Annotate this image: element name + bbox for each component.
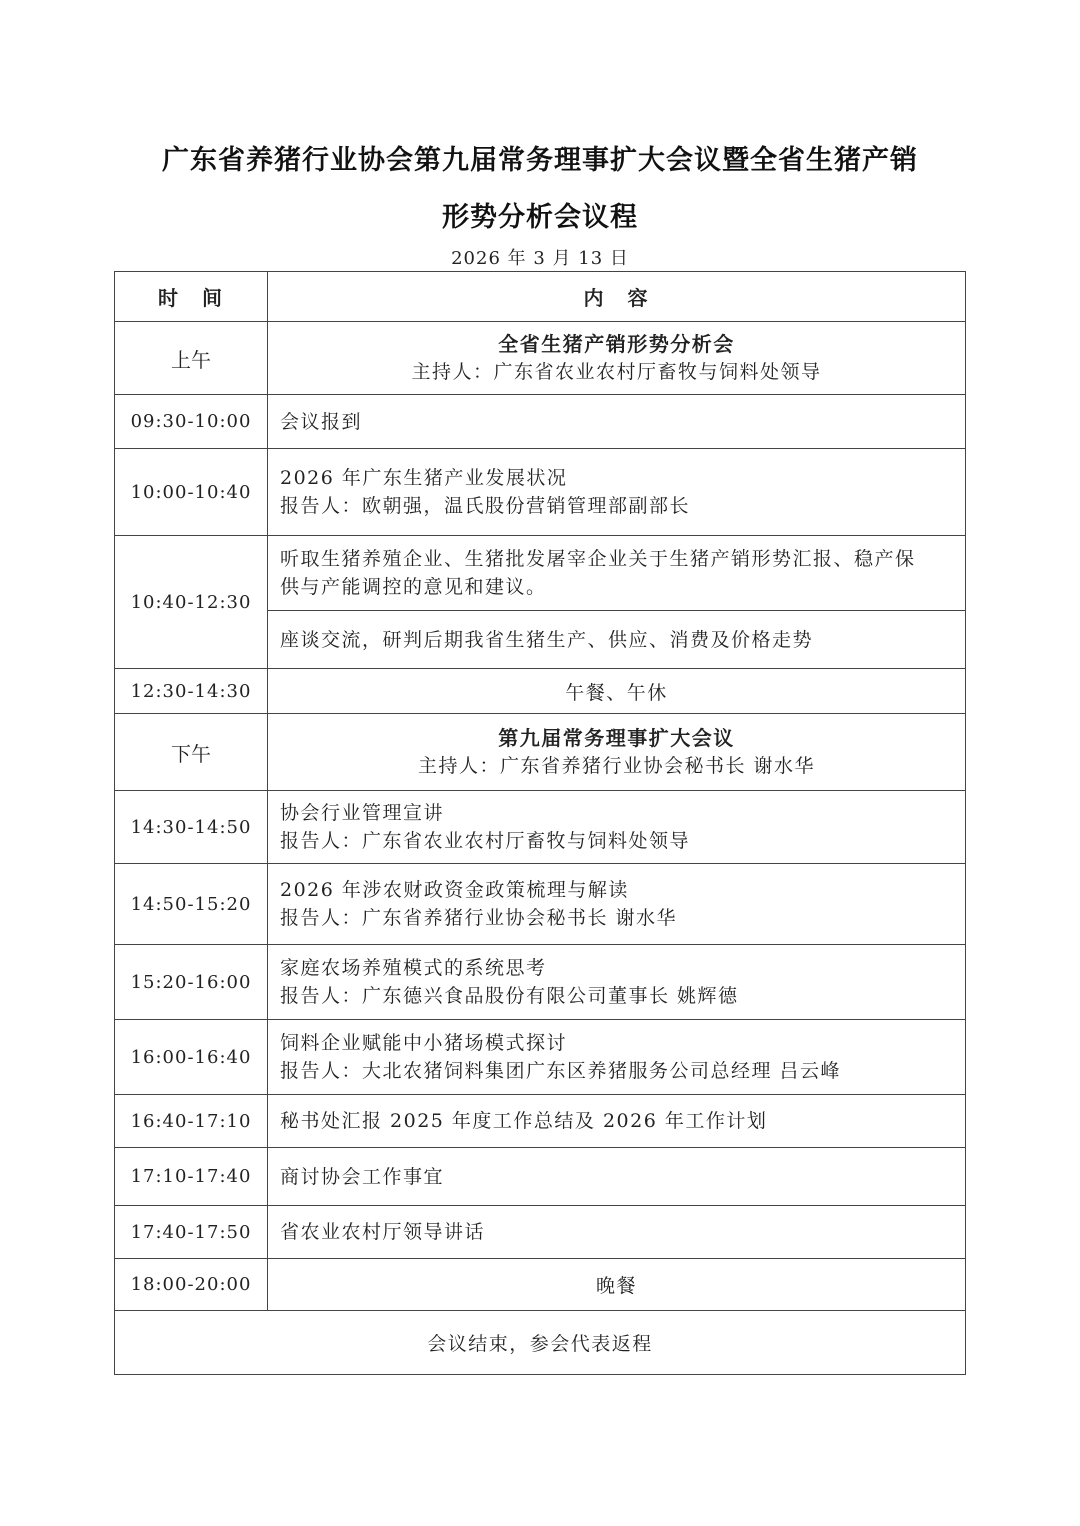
row-reporter: 报告人：欧朝强，温氏股份营销管理部副部长 (280, 495, 691, 517)
row-line: 协会行业管理宣讲 (280, 802, 445, 824)
row-time: 16:00-16:40 (115, 1020, 268, 1095)
row-content (268, 395, 966, 449)
row-content (268, 945, 966, 1020)
morning-session-host: 主持人：广东省农业农村厅畜牧与饲料处领导 (411, 361, 822, 383)
row-time: 10:40-12:30 (115, 536, 268, 669)
agenda-table (114, 271, 966, 1375)
row-time: 15:20-16:00 (115, 945, 268, 1020)
afternoon-session-cell (268, 714, 966, 791)
table-row (115, 449, 966, 536)
afternoon-session-title: 第九届常务理事扩大会议 (498, 726, 735, 750)
row-content (268, 1020, 966, 1095)
row-content (268, 611, 966, 669)
row-line: 2026 年涉农财政资金政策梳理与解读 (280, 879, 629, 901)
row-content (268, 1148, 966, 1206)
afternoon-session-row (115, 714, 966, 791)
morning-session-title: 全省生猪产销形势分析会 (498, 332, 735, 356)
table-row (115, 791, 966, 864)
row-reporter: 报告人：大北农猪饲料集团广东区养猪服务公司总经理 吕云峰 (280, 1060, 842, 1082)
header-content: 内 容 (268, 272, 966, 322)
row-content: 晚餐 (268, 1259, 966, 1311)
meeting-date: 2026 年 3 月 13 日 (451, 248, 629, 269)
table-row (115, 864, 966, 945)
row-line: 听取生猪养殖企业、生猪批发屠宰企业关于生猪产销形势汇报、稳产保 (280, 548, 916, 570)
row-time: 14:30-14:50 (115, 791, 268, 864)
table-row (115, 1259, 966, 1311)
row-time: 10:00-10:40 (115, 449, 268, 536)
morning-session-row (115, 322, 966, 395)
row-time: 17:40-17:50 (115, 1206, 268, 1259)
period-afternoon: 下午 (115, 714, 268, 791)
row-time: 14:50-15:20 (115, 864, 268, 945)
row-line: 家庭农场养殖模式的系统思考 (280, 957, 547, 979)
agenda-title-line-2: 形势分析会议程 (442, 202, 638, 233)
morning-session-cell (268, 322, 966, 395)
row-reporter: 报告人：广东省养猪行业协会秘书长 谢水华 (280, 907, 678, 929)
table-row (115, 395, 966, 449)
afternoon-session-host: 主持人：广东省养猪行业协会秘书长 谢水华 (417, 755, 816, 777)
row-line: 秘书处汇报 2025 年度工作总结及 2026 年工作计划 (280, 1110, 768, 1132)
table-row (115, 945, 966, 1020)
table-row (115, 1095, 966, 1148)
header-time: 时 间 (115, 272, 268, 322)
row-content (268, 1095, 966, 1148)
row-content (268, 449, 966, 536)
row-time: 17:10-17:40 (115, 1148, 268, 1206)
table-header-row (115, 272, 966, 322)
row-line: 商讨协会工作事宜 (280, 1165, 445, 1188)
table-row (115, 1206, 966, 1259)
row-reporter: 报告人：广东德兴食品股份有限公司董事长 姚辉德 (280, 985, 739, 1007)
table-row (115, 1020, 966, 1095)
table-row (115, 536, 966, 611)
table-row (115, 1148, 966, 1206)
row-content (268, 791, 966, 864)
agenda-title-line-1: 广东省养猪行业协会第九届常务理事扩大会议暨全省生猪产销 (162, 145, 918, 176)
row-time: 12:30-14:30 (115, 669, 268, 714)
table-row (115, 669, 966, 714)
row-line: 会议报到 (280, 410, 363, 433)
period-morning: 上午 (115, 322, 268, 395)
row-line: 省农业农村厅领导讲话 (280, 1221, 486, 1243)
row-time: 16:40-17:10 (115, 1095, 268, 1148)
row-content: 午餐、午休 (268, 669, 966, 714)
closing-text: 会议结束，参会代表返程 (115, 1311, 966, 1375)
row-line: 2026 年广东生猪产业发展状况 (280, 467, 568, 489)
row-content (268, 536, 966, 611)
row-time: 18:00-20:00 (115, 1259, 268, 1311)
row-line: 供与产能调控的意见和建议。 (280, 576, 547, 598)
row-content (268, 1206, 966, 1259)
row-line: 饲料企业赋能中小猪场模式探讨 (280, 1032, 568, 1054)
row-line: 座谈交流，研判后期我省生猪生产、供应、消费及价格走势 (280, 628, 814, 651)
row-content (268, 864, 966, 945)
row-reporter: 报告人：广东省农业农村厅畜牧与饲料处领导 (280, 830, 691, 852)
closing-row (115, 1311, 966, 1375)
row-time: 09:30-10:00 (115, 395, 268, 449)
